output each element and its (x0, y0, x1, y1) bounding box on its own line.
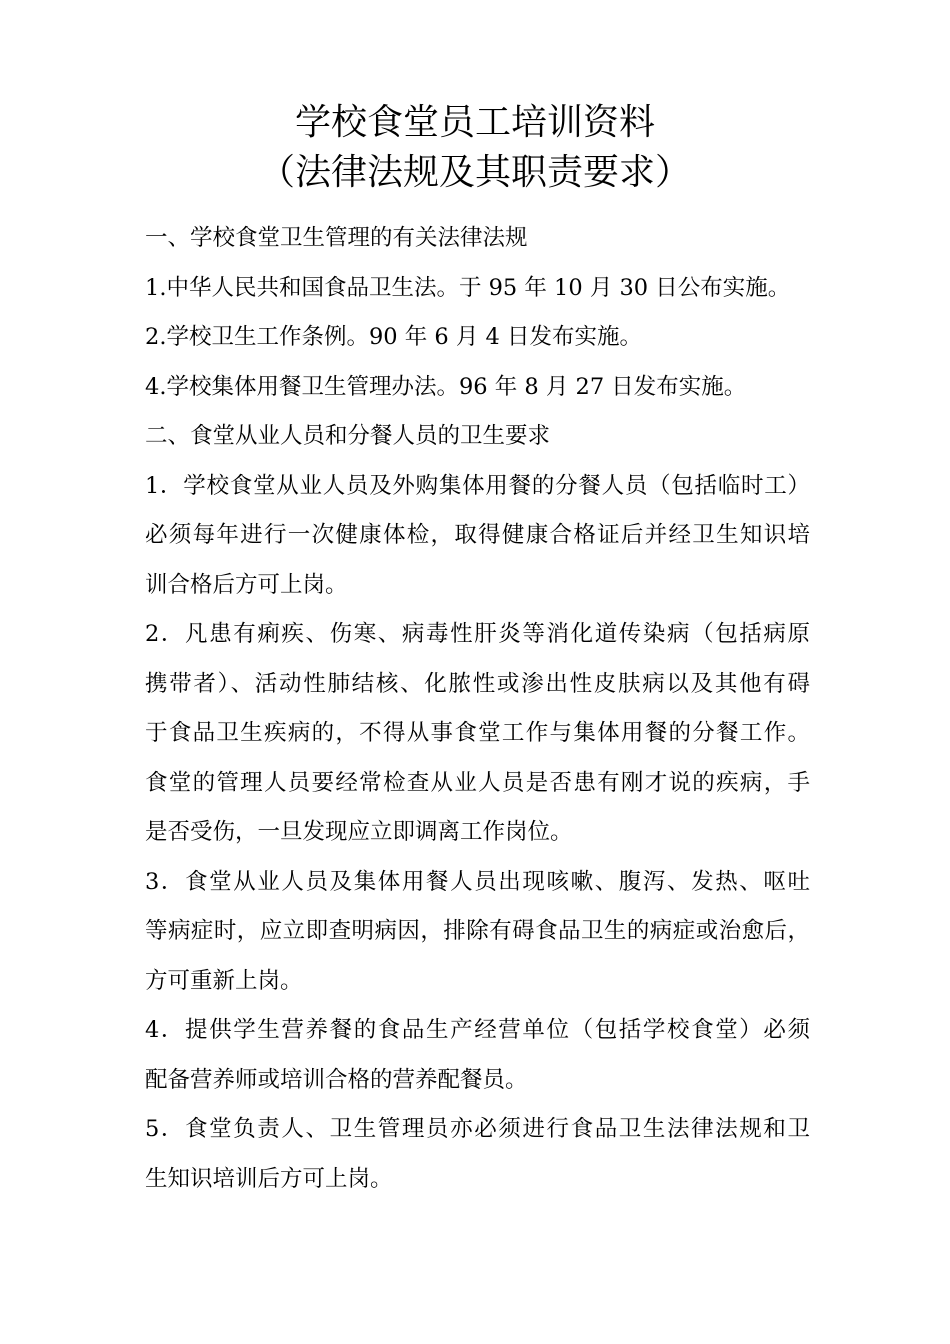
section-heading-2: 二、食堂从业人员和分餐人员的卫生要求 (145, 423, 551, 449)
law-item-1: 1.中华人民共和国食品卫生法。于 95 年 10 月 30 日公布实施。 (145, 274, 791, 301)
requirement-3-line-3: 方可重新上岗。 (145, 967, 303, 994)
section-heading-1: 一、学校食堂卫生管理的有关法律法规 (145, 225, 528, 251)
requirement-2-line-2: 携带者）、活动性肺结核、化脓性或渗出性皮肤病以及其他有碍 (145, 670, 810, 697)
law-item-4: 4.学校集体用餐卫生管理办法。96 年 8 月 27 日发布实施。 (145, 373, 747, 400)
requirement-2-line-1: 2．凡患有痢疾、伤寒、病毒性肝炎等消化道传染病（包括病原 (145, 621, 810, 647)
requirement-1-line-1: 1．学校食堂从业人员及外购集体用餐的分餐人员（包括临时工） (145, 472, 810, 499)
requirement-2-line-3: 于食品卫生疾病的，不得从事食堂工作与集体用餐的分餐工作。 (145, 720, 810, 746)
requirement-4-line-2: 配备营养师或培训合格的营养配餐员。 (145, 1066, 528, 1093)
requirement-2-line-4: 食堂的管理人员要经常检查从业人员是否患有刚才说的疾病，手 (145, 769, 810, 796)
requirement-1-line-2: 必须每年进行一次健康体检，取得健康合格证后并经卫生知识培 (145, 522, 810, 548)
requirement-4-line-1: 4．提供学生营养餐的食品生产经营单位（包括学校食堂）必须 (145, 1017, 810, 1043)
document-title: 学校食堂员工培训资料 (294, 102, 655, 143)
requirement-3-line-1: 3．食堂从业人员及集体用餐人员出现咳嗽、腹泻、发热、呕吐 (145, 868, 810, 895)
law-item-2: 2.学校卫生工作条例。90 年 6 月 4 日发布实施。 (145, 324, 642, 350)
requirement-1-line-3: 训合格后方可上岗。 (145, 571, 348, 598)
document-subtitle: （法律法规及其职责要求） (258, 152, 691, 193)
requirement-2-line-5: 是否受伤，一旦发现应立即调离工作岗位。 (145, 819, 573, 845)
requirement-3-line-2: 等病症时，应立即查明病因，排除有碍食品卫生的病症或治愈后， (145, 918, 810, 944)
requirement-5-line-1: 5．食堂负责人、卫生管理员亦必须进行食品卫生法律法规和卫 (145, 1116, 810, 1142)
document-body (145, 214, 810, 1204)
requirement-5-line-2: 生知识培训后方可上岗。 (145, 1165, 393, 1192)
